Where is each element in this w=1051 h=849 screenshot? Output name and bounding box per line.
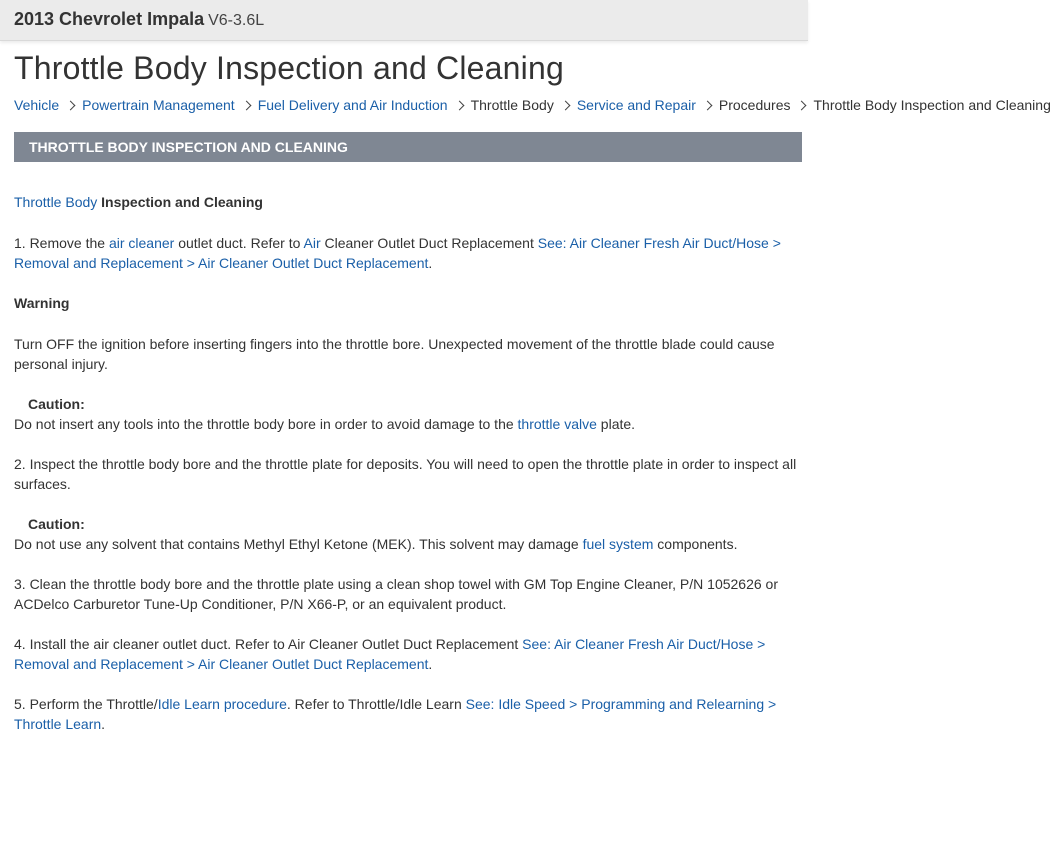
vehicle-title [14, 9, 264, 30]
air-link[interactable]: Air [303, 235, 321, 251]
fuel-system-link[interactable]: fuel system [582, 536, 654, 552]
step-5-text: . Refer to Throttle/Idle Learn [286, 696, 466, 712]
caution-label: Caution: [28, 516, 85, 532]
step-1-text: outlet duct. Refer to [174, 235, 304, 251]
see-throttle-learn-link[interactable]: See: Idle Speed > Programming and Relearning > Throttle Learn [14, 696, 777, 732]
breadcrumb [14, 97, 1051, 113]
breadcrumb-service-and-repair[interactable]: Service and Repair [576, 97, 696, 113]
chevron-right-icon [797, 101, 807, 111]
step-1-text: Cleaner Outlet Duct Replacement [320, 235, 538, 251]
breadcrumb-vehicle[interactable]: Vehicle [14, 97, 60, 113]
intro-title: Inspection and Cleaning [97, 194, 263, 210]
top-bar [0, 0, 808, 41]
see-air-duct-replacement-link[interactable]: See: Air Cleaner Fresh Air Duct/Hose > Removal and Replacement > Air Cleaner Outlet Duct Replacement [14, 235, 781, 271]
caution-2-text: components. [653, 536, 738, 552]
chevron-right-icon [702, 101, 712, 111]
vehicle-name: 2013 Chevrolet Impala [14, 9, 205, 29]
chevron-right-icon [66, 101, 76, 111]
caution-label: Caution: [28, 396, 85, 412]
step-5-text: 5. Perform the Throttle/ [14, 696, 158, 712]
step-5 [14, 694, 802, 734]
warning-label: Warning [14, 295, 70, 311]
intro-line [14, 192, 802, 212]
caution-1-text: Do not insert any tools into the throttle body bore in order to avoid damage to the [14, 416, 518, 432]
chevron-right-icon [241, 101, 251, 111]
caution-1 [14, 394, 802, 434]
page-title: Throttle Body Inspection and Cleaning [14, 50, 564, 86]
warning-text: Turn OFF the ignition before inserting fingers into the throttle bore. Unexpected movement of the throttle blade could cause personal injury. [14, 336, 775, 372]
caution-2-text: Do not use any solvent that contains Methyl Ethyl Ketone (MEK). This solvent may damage [14, 536, 583, 552]
idle-learn-procedure-link[interactable]: Idle Learn procedure [157, 696, 287, 712]
caution-2 [14, 514, 802, 554]
step-4 [14, 634, 802, 674]
breadcrumb-procedures: Procedures [718, 97, 791, 113]
step-4-text: . [428, 656, 433, 672]
throttle-body-link[interactable]: Throttle Body [14, 194, 98, 210]
step-3: 3. Clean the throttle body bore and the throttle plate using a clean shop towel with GM Top Engine Cleaner, P/N 1052626 or ACDelco Carburetor Tune-Up Conditioner, P/N X66-P, or an equivalent product. [14, 576, 779, 612]
see-air-duct-replacement-link-2[interactable]: See: Air Cleaner Fresh Air Duct/Hose > Removal and Replacement > Air Cleaner Outlet Duct Replacement [14, 636, 766, 672]
breadcrumb-current-page: Throttle Body Inspection and Cleaning [813, 97, 1051, 113]
caution-1-text: plate. [596, 416, 636, 432]
step-5-text: . [101, 716, 106, 732]
section-header-title: THROTTLE BODY INSPECTION AND CLEANING [29, 139, 348, 155]
step-4-text: 4. Install the air cleaner outlet duct. Refer to Air Cleaner Outlet Duct Replacement [14, 636, 523, 652]
step-1-text: . [428, 255, 433, 271]
breadcrumb-powertrain-management[interactable]: Powertrain Management [82, 97, 235, 113]
throttle-valve-link[interactable]: throttle valve [517, 416, 597, 432]
section-header [14, 132, 802, 162]
chevron-right-icon [560, 101, 570, 111]
step-1 [14, 233, 802, 273]
vehicle-engine: V6-3.6L [208, 12, 265, 29]
chevron-right-icon [454, 101, 464, 111]
procedure-content [14, 192, 802, 734]
step-2: 2. Inspect the throttle body bore and the throttle plate for deposits. You will need to open the throttle plate in order to inspect all surfaces. [14, 456, 797, 492]
step-1-text: 1. Remove the [14, 235, 109, 251]
air-cleaner-link[interactable]: air cleaner [108, 235, 175, 251]
breadcrumb-throttle-body: Throttle Body [470, 97, 554, 113]
breadcrumb-fuel-delivery[interactable]: Fuel Delivery and Air Induction [257, 97, 448, 113]
